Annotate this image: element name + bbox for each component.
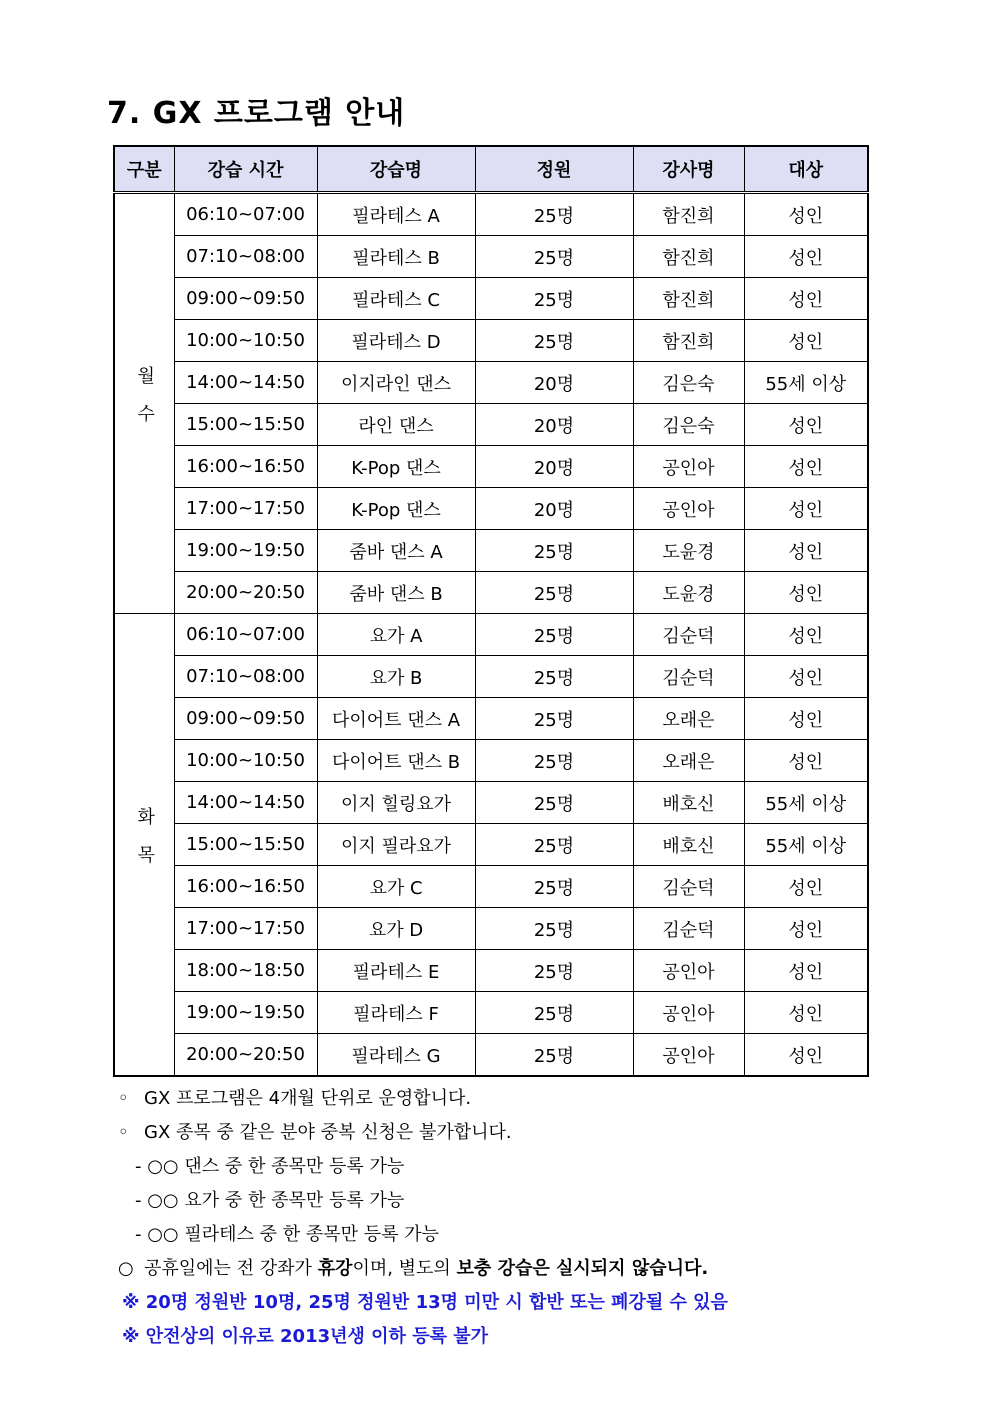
cell-time: 07:10~08:00	[174, 236, 317, 278]
cell-target: 성인	[744, 1034, 868, 1077]
cell-instructor: 함진희	[633, 193, 744, 236]
table-row	[114, 404, 868, 446]
cell-capacity: 25명	[475, 572, 633, 614]
bullet-icon: ◦	[118, 1122, 129, 1143]
table-row	[114, 656, 868, 698]
cell-target: 성인	[744, 488, 868, 530]
cell-instructor: 배호신	[633, 782, 744, 824]
cell-time: 07:10~08:00	[174, 656, 317, 698]
cell-time: 18:00~18:50	[174, 950, 317, 992]
note-sub-pilates: - ○○ 필라테스 중 한 종목만 등록 가능	[135, 1224, 440, 1245]
table-row	[114, 446, 868, 488]
cell-class-name: 필라테스 C	[317, 278, 475, 320]
cell-time: 10:00~10:50	[174, 740, 317, 782]
cell-capacity: 20명	[475, 488, 633, 530]
cell-instructor: 김순덕	[633, 614, 744, 656]
table-row	[114, 992, 868, 1034]
table-row	[114, 320, 868, 362]
bullet-icon: ○	[118, 1258, 134, 1279]
cell-class-name: 다이어트 댄스 A	[317, 698, 475, 740]
cell-capacity: 25명	[475, 992, 633, 1034]
cell-target: 성인	[744, 404, 868, 446]
note-sub-dance: - ○○ 댄스 중 한 종목만 등록 가능	[135, 1156, 405, 1177]
table-row	[114, 530, 868, 572]
cell-class-name: 필라테스 A	[317, 193, 475, 236]
cell-class-name: 요가 D	[317, 908, 475, 950]
cell-class-name: 이지 힐링요가	[317, 782, 475, 824]
cell-target: 성인	[744, 740, 868, 782]
page-title: 7. GX 프로그램 안내	[107, 96, 406, 131]
cell-time: 16:00~16:50	[174, 446, 317, 488]
cell-target: 성인	[744, 193, 868, 236]
cell-time: 20:00~20:50	[174, 572, 317, 614]
note-text: GX 종목 중 같은 분야 중복 신청은 불가합니다.	[144, 1122, 512, 1143]
cell-capacity: 25명	[475, 236, 633, 278]
cell-target: 성인	[744, 908, 868, 950]
cell-time: 06:10~07:00	[174, 193, 317, 236]
cell-target: 성인	[744, 866, 868, 908]
table-row	[114, 782, 868, 824]
cell-time: 17:00~17:50	[174, 488, 317, 530]
cell-time: 14:00~14:50	[174, 362, 317, 404]
header-category: 구분	[114, 146, 174, 193]
note-text: 공휴일에는 전 강좌가	[144, 1258, 318, 1279]
note-text-bold: 휴강	[317, 1258, 353, 1279]
cell-target: 성인	[744, 530, 868, 572]
cell-class-name: 필라테스 B	[317, 236, 475, 278]
cell-target: 성인	[744, 278, 868, 320]
table-row	[114, 1034, 868, 1077]
warning-merge: ※ 20명 정원반 10명, 25명 정원반 13명 미만 시 합반 또는 폐강될 수 있음	[122, 1292, 728, 1313]
cell-class-name: 줌바 댄스 A	[317, 530, 475, 572]
cell-target: 55세 이상	[744, 782, 868, 824]
cell-class-name: 요가 B	[317, 656, 475, 698]
cell-instructor: 공인아	[633, 992, 744, 1034]
table-row	[114, 193, 868, 236]
note-holiday	[118, 1252, 728, 1286]
cell-time: 20:00~20:50	[174, 1034, 317, 1077]
cell-time: 09:00~09:50	[174, 278, 317, 320]
table-row	[114, 698, 868, 740]
cell-capacity: 25명	[475, 782, 633, 824]
note-text: GX 프로그램은 4개월 단위로 운영합니다.	[144, 1088, 472, 1109]
cell-instructor: 함진희	[633, 236, 744, 278]
cell-class-name: K-Pop 댄스	[317, 488, 475, 530]
header-class-name: 강습명	[317, 146, 475, 193]
cell-class-name: 요가 A	[317, 614, 475, 656]
cell-class-name: K-Pop 댄스	[317, 446, 475, 488]
cell-target: 성인	[744, 698, 868, 740]
table-row	[114, 278, 868, 320]
cell-capacity: 20명	[475, 404, 633, 446]
cell-class-name: 이지라인 댄스	[317, 362, 475, 404]
cell-class-name: 요가 C	[317, 866, 475, 908]
cell-target: 성인	[744, 992, 868, 1034]
cell-instructor: 김순덕	[633, 866, 744, 908]
table-row	[114, 908, 868, 950]
cell-time: 10:00~10:50	[174, 320, 317, 362]
header-instructor: 강사명	[633, 146, 744, 193]
table-row	[114, 614, 868, 656]
cell-instructor: 공인아	[633, 1034, 744, 1077]
table-body	[114, 193, 868, 1077]
cell-instructor: 함진희	[633, 278, 744, 320]
cell-time: 15:00~15:50	[174, 404, 317, 446]
cell-time: 19:00~19:50	[174, 530, 317, 572]
cell-time: 09:00~09:50	[174, 698, 317, 740]
cell-time: 16:00~16:50	[174, 866, 317, 908]
cell-target: 성인	[744, 236, 868, 278]
cell-time: 14:00~14:50	[174, 782, 317, 824]
cell-category: 화목	[114, 614, 174, 1077]
cell-target: 55세 이상	[744, 362, 868, 404]
note-text: 이며, 별도의	[352, 1258, 457, 1279]
cell-capacity: 25명	[475, 320, 633, 362]
cell-target: 55세 이상	[744, 824, 868, 866]
warning-age: ※ 안전상의 이유로 2013년생 이하 등록 불가	[122, 1326, 489, 1347]
cell-capacity: 25명	[475, 824, 633, 866]
cell-instructor: 김순덕	[633, 656, 744, 698]
cell-category: 월수	[114, 193, 174, 614]
cell-capacity: 25명	[475, 950, 633, 992]
table-row	[114, 362, 868, 404]
cell-target: 성인	[744, 950, 868, 992]
cell-instructor: 오래은	[633, 698, 744, 740]
note-text-bold: 보충 강습은 실시되지 않습니다.	[456, 1258, 709, 1279]
cell-instructor: 함진희	[633, 320, 744, 362]
cell-capacity: 25명	[475, 530, 633, 572]
cell-instructor: 김순덕	[633, 908, 744, 950]
cell-target: 성인	[744, 614, 868, 656]
cell-target: 성인	[744, 656, 868, 698]
cell-capacity: 25명	[475, 278, 633, 320]
cell-class-name: 필라테스 E	[317, 950, 475, 992]
cell-instructor: 도윤경	[633, 572, 744, 614]
gx-schedule-table	[113, 145, 869, 1077]
cell-class-name: 줌바 댄스 B	[317, 572, 475, 614]
cell-instructor: 김은숙	[633, 404, 744, 446]
cell-capacity: 20명	[475, 446, 633, 488]
table-row	[114, 236, 868, 278]
cell-time: 06:10~07:00	[174, 614, 317, 656]
cell-capacity: 25명	[475, 698, 633, 740]
table-row	[114, 488, 868, 530]
cell-instructor: 배호신	[633, 824, 744, 866]
cell-capacity: 25명	[475, 740, 633, 782]
cell-instructor: 김은숙	[633, 362, 744, 404]
header-target: 대상	[744, 146, 868, 193]
cell-capacity: 25명	[475, 193, 633, 236]
header-capacity: 정원	[475, 146, 633, 193]
cell-capacity: 20명	[475, 362, 633, 404]
cell-class-name: 필라테스 G	[317, 1034, 475, 1077]
table-row	[114, 740, 868, 782]
cell-instructor: 공인아	[633, 446, 744, 488]
cell-class-name: 필라테스 F	[317, 992, 475, 1034]
cell-instructor: 도윤경	[633, 530, 744, 572]
table-row	[114, 866, 868, 908]
table-row	[114, 824, 868, 866]
cell-time: 15:00~15:50	[174, 824, 317, 866]
cell-target: 성인	[744, 320, 868, 362]
cell-instructor: 오래은	[633, 740, 744, 782]
cell-capacity: 25명	[475, 656, 633, 698]
bullet-icon: ◦	[118, 1088, 129, 1109]
cell-time: 17:00~17:50	[174, 908, 317, 950]
cell-capacity: 25명	[475, 866, 633, 908]
cell-time: 19:00~19:50	[174, 992, 317, 1034]
notes-section	[118, 1082, 728, 1354]
table-row	[114, 572, 868, 614]
table-row	[114, 950, 868, 992]
cell-target: 성인	[744, 572, 868, 614]
cell-target: 성인	[744, 446, 868, 488]
cell-instructor: 공인아	[633, 950, 744, 992]
note-duplicate	[118, 1116, 728, 1150]
cell-instructor: 공인아	[633, 488, 744, 530]
note-operation	[118, 1082, 728, 1116]
header-time: 강습 시간	[174, 146, 317, 193]
cell-class-name: 다이어트 댄스 B	[317, 740, 475, 782]
cell-class-name: 필라테스 D	[317, 320, 475, 362]
note-sub-yoga: - ○○ 요가 중 한 종목만 등록 가능	[135, 1190, 405, 1211]
cell-capacity: 25명	[475, 1034, 633, 1077]
table-header-row	[114, 146, 868, 193]
cell-class-name: 이지 필라요가	[317, 824, 475, 866]
cell-capacity: 25명	[475, 614, 633, 656]
cell-capacity: 25명	[475, 908, 633, 950]
cell-class-name: 라인 댄스	[317, 404, 475, 446]
